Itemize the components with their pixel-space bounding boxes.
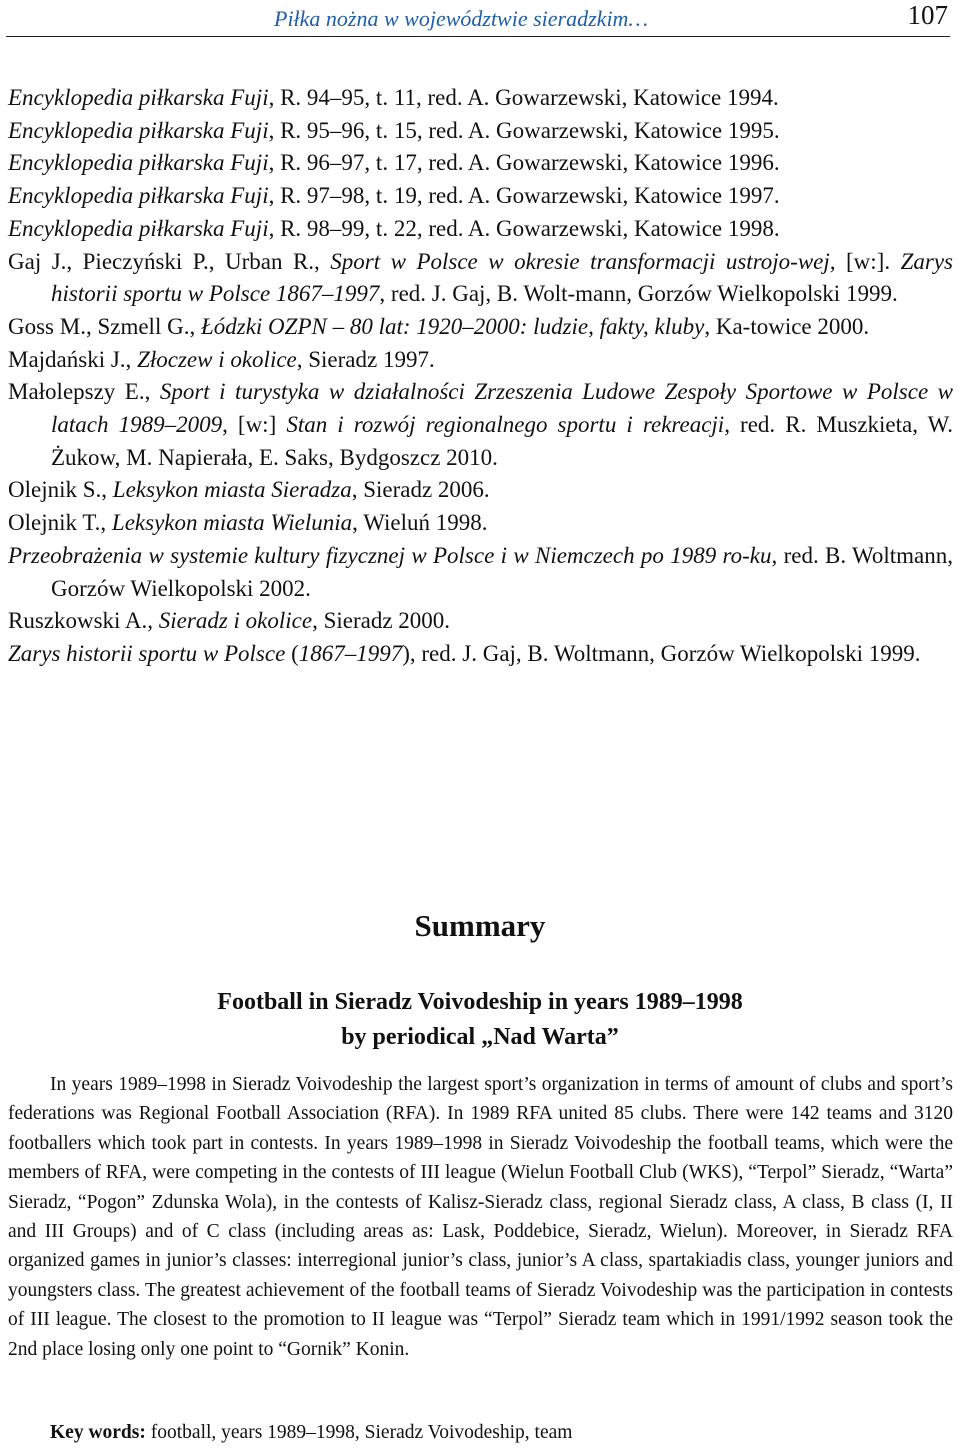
reference-text: , R. 94–95, t. 11, red. A. Gowarzewski, Katowice 1994. [268,85,779,110]
reference-text: Olejnik S., [8,477,113,503]
reference-text: , Sieradz 2006. [351,477,490,503]
summary-heading-line-2: by periodical „Nad Warta” [341,1024,619,1050]
reference-title-italic: Stan i rozwój regionalnego sportu i rekreacji [286,412,725,438]
reference-title-italic: Zarys historii sportu w Polsce 1867–1997 [51,248,953,307]
reference-text: , red. R. Muszkieta, W. Żukow, M. Napierała, E. Saks, Bydgoszcz 2010. [51,412,953,470]
keywords-line [50,1418,572,1447]
reference-title-italic: Sport i turystyka w działalności Zrzeszenia Ludowe Zespoły Sportowe w Polsce w latach 1989–2009 [51,379,953,438]
reference-text: Małolepszy E., [8,379,160,405]
reference-text: , R. 98–99, t. 22, red. A. Gowarzewski, Katowice 1998. [268,215,780,241]
reference-title-italic: Encyklopedia piłkarska Fuji [8,183,269,209]
reference-text: , Wieluń 1998. [352,510,488,536]
reference-item [8,540,953,605]
reference-text: , red. J. Gaj, B. Wolt-mann, Gorzów Wielkopolski 1999. [379,281,898,307]
keywords-value: football, years 1989–1998, Sieradz Voivodeship, team [150,1422,573,1443]
reference-text: , R. 95–96, t. 15, red. A. Gowarzewski, Katowice 1995. [268,117,780,143]
reference-text: Majdański J., [8,346,138,372]
reference-item [8,82,953,115]
reference-title-italic: Zarys historii sportu w Polsce [8,640,286,666]
reference-title-italic: 1867–1997 [298,640,403,666]
reference-item [8,147,953,180]
reference-text: , red. B. Woltmann, Gorzów Wielkopolski 2002. [51,542,953,601]
running-header [6,0,950,37]
reference-text: Goss M., Szmell G., [8,313,201,339]
page-number: 107 [907,0,948,30]
summary-title: Summary [414,908,546,943]
keywords-label: Key words: [50,1422,146,1443]
reference-text: , Ka-towice 2000. [704,313,870,339]
reference-item [8,605,953,638]
reference-title-italic: Leksykon miasta Wielunia [111,510,353,536]
reference-item [8,507,953,540]
reference-title-italic: Encyklopedia piłkarska Fuji [8,150,269,176]
reference-item [8,213,953,246]
summary-heading-line-1: Football in Sieradz Voivodeship in years 1989–1998 [217,989,743,1015]
reference-title-italic: Przeobrażenia w systemie kultury fizycznej w Polsce i w Niemczech po 1989 ro-ku [8,542,772,568]
reference-item [8,311,953,344]
summary-heading [0,985,960,1055]
reference-text: , R. 96–97, t. 17, red. A. Gowarzewski, Katowice 1996. [268,150,780,176]
bibliography-list [8,82,953,671]
reference-title-italic: Encyklopedia piłkarska Fuji [8,117,269,143]
running-title: Piłka nożna w województwie sieradzkim… [274,6,648,31]
reference-text: , [w:] [222,412,287,438]
reference-title-italic: Sieradz i okolice [158,608,313,634]
reference-text: ), red. J. Gaj, B. Woltmann, Gorzów Wielkopolski 1999. [402,640,921,666]
reference-item [8,246,953,311]
reference-text: , Sieradz 2000. [312,608,451,634]
reference-item [8,115,953,148]
reference-text: , Sieradz 1997. [296,346,435,372]
reference-text: , R. 97–98, t. 19, red. A. Gowarzewski, Katowice 1997. [268,183,780,209]
reference-text: Olejnik T., [8,510,112,536]
reference-item [8,638,953,671]
reference-item [8,474,953,507]
abstract-text: In years 1989–1998 in Sieradz Voivodeship the largest sport’s organization in terms of amount of clubs and sport’s federations was Regional Football Association (RFA). In 1989 RFA united 85 clubs. There were 142 teams and 3120 footballers which took part in contests. In years 1989–1998 in Sieradz Voivodeship the football teams, which were the members of RFA, were competing in the contests of III league (Wielun Football Club (WKS), “Terpol” Sieradz, “Warta” Sieradz, “Pogon” Zdunska Wola), in the contests of Kalisz-Sieradz class, regional Sieradz class, A class, B class (I, II and III Groups) and of C class (including areas as: Lask, Poddebice, Sieradz, Wielun). Moreover, in Sieradz RFA organized games in junior’s classes: interregional junior’s class, junior’s A class, spartakiadis class, younger juniors and youngsters class. The greatest achievement of the football teams of Sieradz Voivodeship was the participation in contests of III league. The closest to the promotion to II league was “Terpol” Sieradz team which in 1991/1992 season took the 2nd place losing only one point to “Gornik” Konin. [8,1074,953,1360]
reference-text: Ruszkowski A., [8,608,159,634]
reference-text: [w:]. [835,248,901,274]
reference-item [8,344,953,377]
reference-title-italic: Złoczew i okolice [137,346,297,372]
reference-text: Gaj J., Pieczyński P., Urban R., [8,248,331,274]
reference-title-italic: Leksykon miasta Sieradza [112,477,352,503]
reference-title-italic: Sport w Polsce w okresie transformacji ustrojo-wej, [330,248,836,274]
reference-title-italic: Encyklopedia piłkarska Fuji [8,215,269,241]
reference-text: ( [285,640,299,666]
reference-item [8,180,953,213]
reference-item [8,376,953,474]
reference-title-italic: Łódzki OZPN – 80 lat: 1920–2000: ludzie, fakty, kluby [200,313,705,339]
reference-title-italic: Encyklopedia piłkarska Fuji [8,85,269,110]
